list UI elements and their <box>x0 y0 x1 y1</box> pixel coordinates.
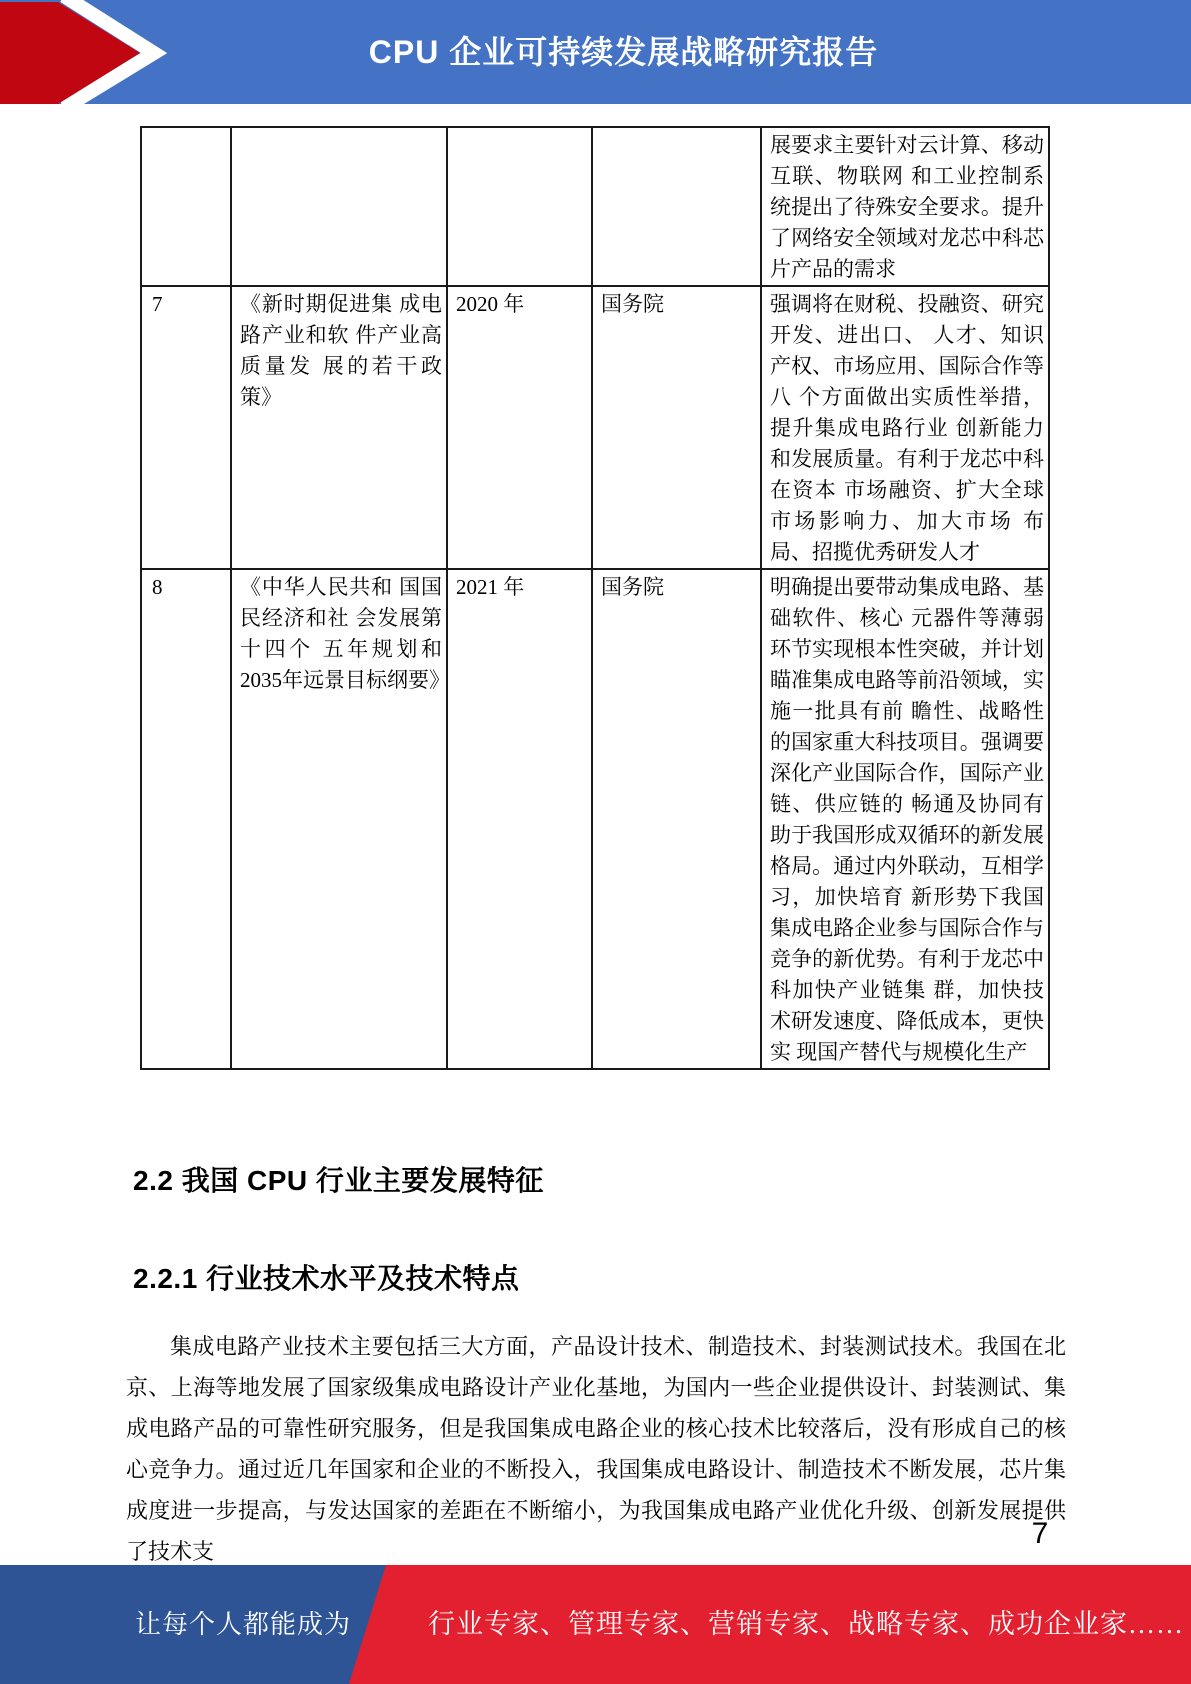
cell-number: 8 <box>141 569 231 1069</box>
cell-impact: 明确提出要带动集成电路、基础软件、核心 元器件等薄弱环节实现根本性突破，并计划瞄准集成电路等前沿领域，实施一批具有前 瞻性、战略性的国家重大科技项目。强调要深化产业国际合作，国际产业链、供应链的 畅通及协同有助于我国形成双循环的新发展格局。通过内外联动，互相学习，加快培育 新形势下我国集成电路企业参与国际合作与竞争的新优势。有利于龙芯中科加快产业链集 群，加快技术研发速度、降低成本，更快实 现国产替代与规模化生产 <box>761 569 1049 1069</box>
cell-year <box>447 127 592 286</box>
footer-slogan-left: 让每个人都能成为 <box>135 1610 352 1639</box>
report-title: CPU 企业可持续发展战略研究报告 <box>368 34 879 70</box>
cell-policy-name: 《中华人民共和 国国民经济和社 会发展第十四个 五年规划和2035年远景目标纲要》 <box>231 569 447 1069</box>
page-number: 7 <box>1031 1517 1049 1550</box>
table-row <box>141 286 1049 569</box>
cell-year: 2021 年 <box>447 569 592 1069</box>
cell-issuer: 国务院 <box>592 286 761 569</box>
cell-policy-name <box>231 127 447 286</box>
policy-table <box>140 126 1050 1070</box>
table-row <box>141 127 1049 286</box>
cell-year: 2020 年 <box>447 286 592 569</box>
footer-slogan-right: 行业专家、管理专家、营销专家、战略专家、成功企业家…… <box>428 1609 1184 1639</box>
cell-policy-name: 《新时期促进集 成电路产业和软 件产业高质量发 展的若干政策》 <box>231 286 447 569</box>
section-heading-2-2: 2.2 我国 CPU 行业主要发展特征 <box>133 1165 544 1196</box>
cell-number <box>141 127 231 286</box>
cell-issuer <box>592 127 761 286</box>
cell-issuer: 国务院 <box>592 569 761 1069</box>
cell-number: 7 <box>141 286 231 569</box>
report-header-banner <box>0 0 1191 104</box>
cell-impact: 强调将在财税、投融资、研究开发、进出口、 人才、知识产权、市场应用、国际合作等八 个方面做出实质性举措，提升集成电路行业 创新能力和发展质量。有利于龙芯中科在资本 市场融资、扩大全球市场影响力、加大市场 布局、招揽优秀研发人才 <box>761 286 1049 569</box>
footer-banner <box>0 1565 1191 1684</box>
table-row <box>141 569 1049 1069</box>
section-heading-2-2-1: 2.2.1 行业技术水平及技术特点 <box>133 1263 520 1294</box>
body-paragraph: 集成电路产业技术主要包括三大方面，产品设计技术、制造技术、封装测试技术。我国在北京、上海等地发展了国家级集成电路设计产业化基地，为国内一些企业提供设计、封装测试、集成电路产品的可靠性研究服务，但是我国集成电路企业的核心技术比较落后，没有形成自己的核心竞争力。通过近几年国家和企业的不断投入，我国集成电路设计、制造技术不断发展，芯片集成度进一步提高，与发达国家的差距在不断缩小，为我国集成电路产业优化升级、创新发展提供了技术支 <box>126 1334 1066 1564</box>
cell-impact: 展要求主要针对云计算、移动互联、物联网 和工业控制系统提出了待殊安全要求。提升了网络安全领域对龙芯中科芯片产品的需求 <box>761 127 1049 286</box>
